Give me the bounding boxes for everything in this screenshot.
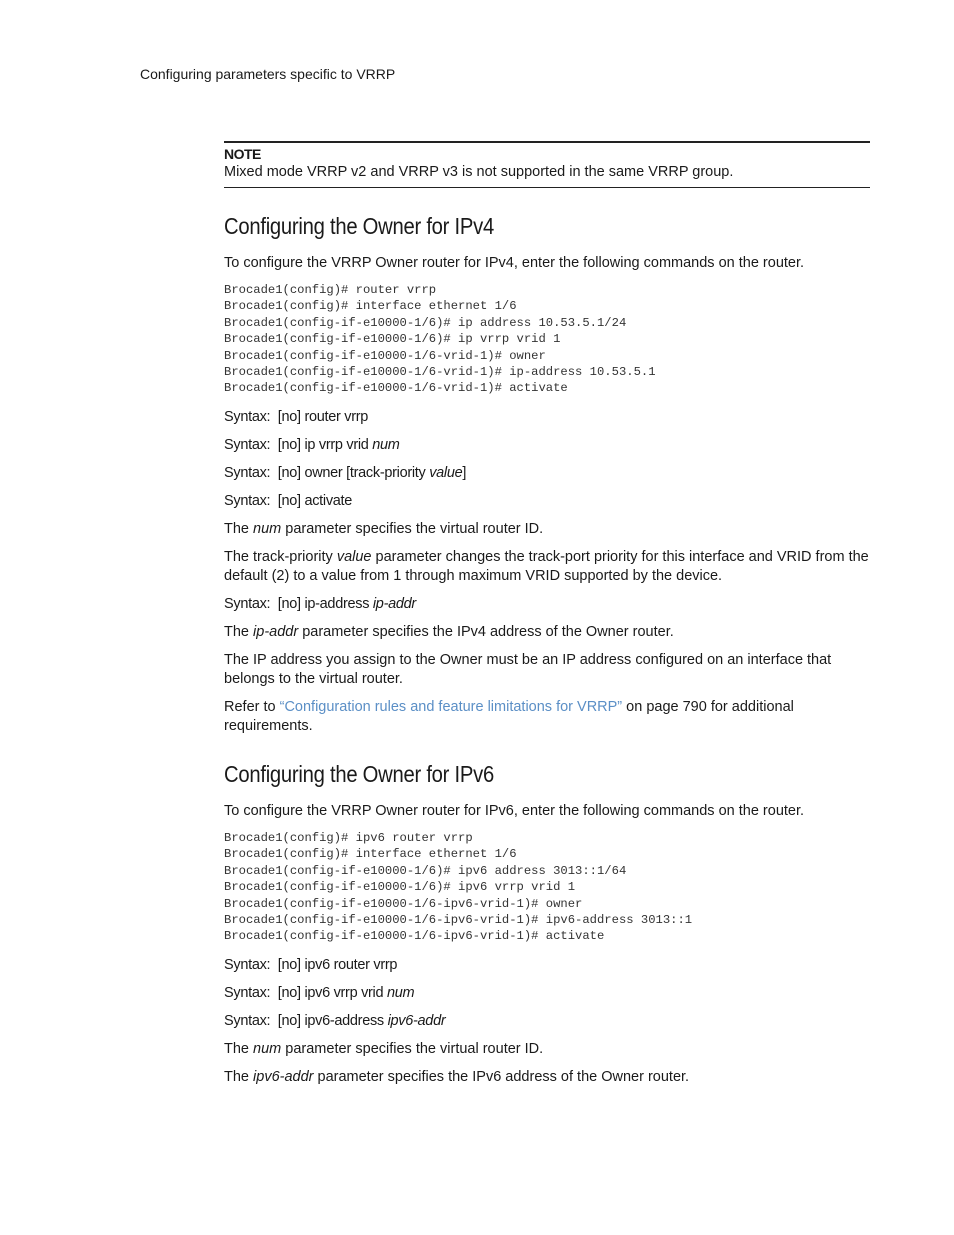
syntax-ipv6-router-vrrp: Syntax: [no] ipv6 router vrrp: [224, 957, 398, 973]
ipv4-num-description: The num parameter specifies the virtual router ID.: [224, 521, 544, 537]
note-box: [224, 141, 870, 188]
ipv4-ipaddr-description: The ip-addr parameter specifies the IPv4 address of the Owner router.: [224, 624, 674, 640]
code-line: Brocade1(config-if-e10000-1/6-vrid-1)# ip-address 10.53.5.1: [224, 365, 656, 380]
code-line: Brocade1(config-if-e10000-1/6-vrid-1)# owner: [224, 348, 546, 363]
code-line: Brocade1(config-if-e10000-1/6-ipv6-vrid-1)# ipv6-address 3013::1: [224, 913, 693, 928]
ipv4-track-priority-description: The track-priority value parameter changes the track-port priority for this interface and VRID from the default (2) to a value from 1 through maximum VRID supported by the device.: [224, 549, 869, 584]
syntax-ipv6-address: Syntax: [no] ipv6-address ipv6-addr: [224, 1013, 446, 1029]
code-line: Brocade1(config-if-e10000-1/6-vrid-1)# activate: [224, 381, 568, 396]
running-header: Configuring parameters specific to VRRP: [140, 66, 396, 82]
note-text: Mixed mode VRRP v2 and VRRP v3 is not supported in the same VRRP group.: [224, 164, 734, 180]
code-line: Brocade1(config)# ipv6 router vrrp: [224, 831, 473, 845]
syntax-ip-address: Syntax: [no] ip-address ip-addr: [224, 596, 416, 612]
section-heading-ipv4: Configuring the Owner for IPv4: [224, 213, 494, 239]
note-title: NOTE: [224, 146, 261, 162]
code-line: Brocade1(config-if-e10000-1/6-ipv6-vrid-1)# activate: [224, 929, 605, 944]
ipv6-intro: To configure the VRRP Owner router for IPv6, enter the following commands on the router.: [224, 803, 805, 819]
ipv6-addr-description: The ipv6-addr parameter specifies the IPv6 address of the Owner router.: [224, 1069, 690, 1085]
section-heading-ipv6: Configuring the Owner for IPv6: [224, 761, 494, 787]
ipv6-num-description: The num parameter specifies the virtual router ID.: [224, 1041, 544, 1057]
syntax-activate: Syntax: [no] activate: [224, 493, 353, 509]
ipv6-code-block: [224, 830, 692, 945]
syntax-ipv6-vrrp-vrid: Syntax: [no] ipv6 vrrp vrid num: [224, 985, 415, 1001]
ipv4-intro: To configure the VRRP Owner router for IPv4, enter the following commands on the router.: [224, 255, 805, 271]
syntax-ip-vrrp-vrid: Syntax: [no] ip vrrp vrid num: [224, 437, 400, 453]
syntax-router-vrrp: Syntax: [no] router vrrp: [224, 409, 369, 425]
code-line: Brocade1(config)# interface ethernet 1/6: [224, 299, 517, 314]
code-line: Brocade1(config)# interface ethernet 1/6: [224, 847, 517, 862]
code-line: Brocade1(config-if-e10000-1/6)# ip address 10.53.5.1/24: [224, 315, 627, 330]
code-line: Brocade1(config-if-e10000-1/6-ipv6-vrid-1)# owner: [224, 896, 583, 911]
code-line: Brocade1(config-if-e10000-1/6)# ip vrrp vrid 1: [224, 332, 561, 347]
code-line: Brocade1(config)# router vrrp: [224, 283, 437, 297]
code-line: Brocade1(config-if-e10000-1/6)# ipv6 address 3013::1/64: [224, 863, 627, 878]
ipv4-code-block: [224, 282, 656, 397]
ipv4-assign-note: The IP address you assign to the Owner must be an IP address configured on an interface that belongs to the virtual router.: [224, 652, 832, 687]
code-line: Brocade1(config-if-e10000-1/6)# ipv6 vrrp vrid 1: [224, 880, 576, 895]
cross-reference-link[interactable]: “Configuration rules and feature limitations for VRRP”: [279, 699, 623, 715]
syntax-owner: Syntax: [no] owner [track-priority value]: [224, 465, 467, 481]
ipv4-refer-text: Refer to “Configuration rules and feature limitations for VRRP” on page 790 for additional requirements.: [224, 699, 794, 734]
